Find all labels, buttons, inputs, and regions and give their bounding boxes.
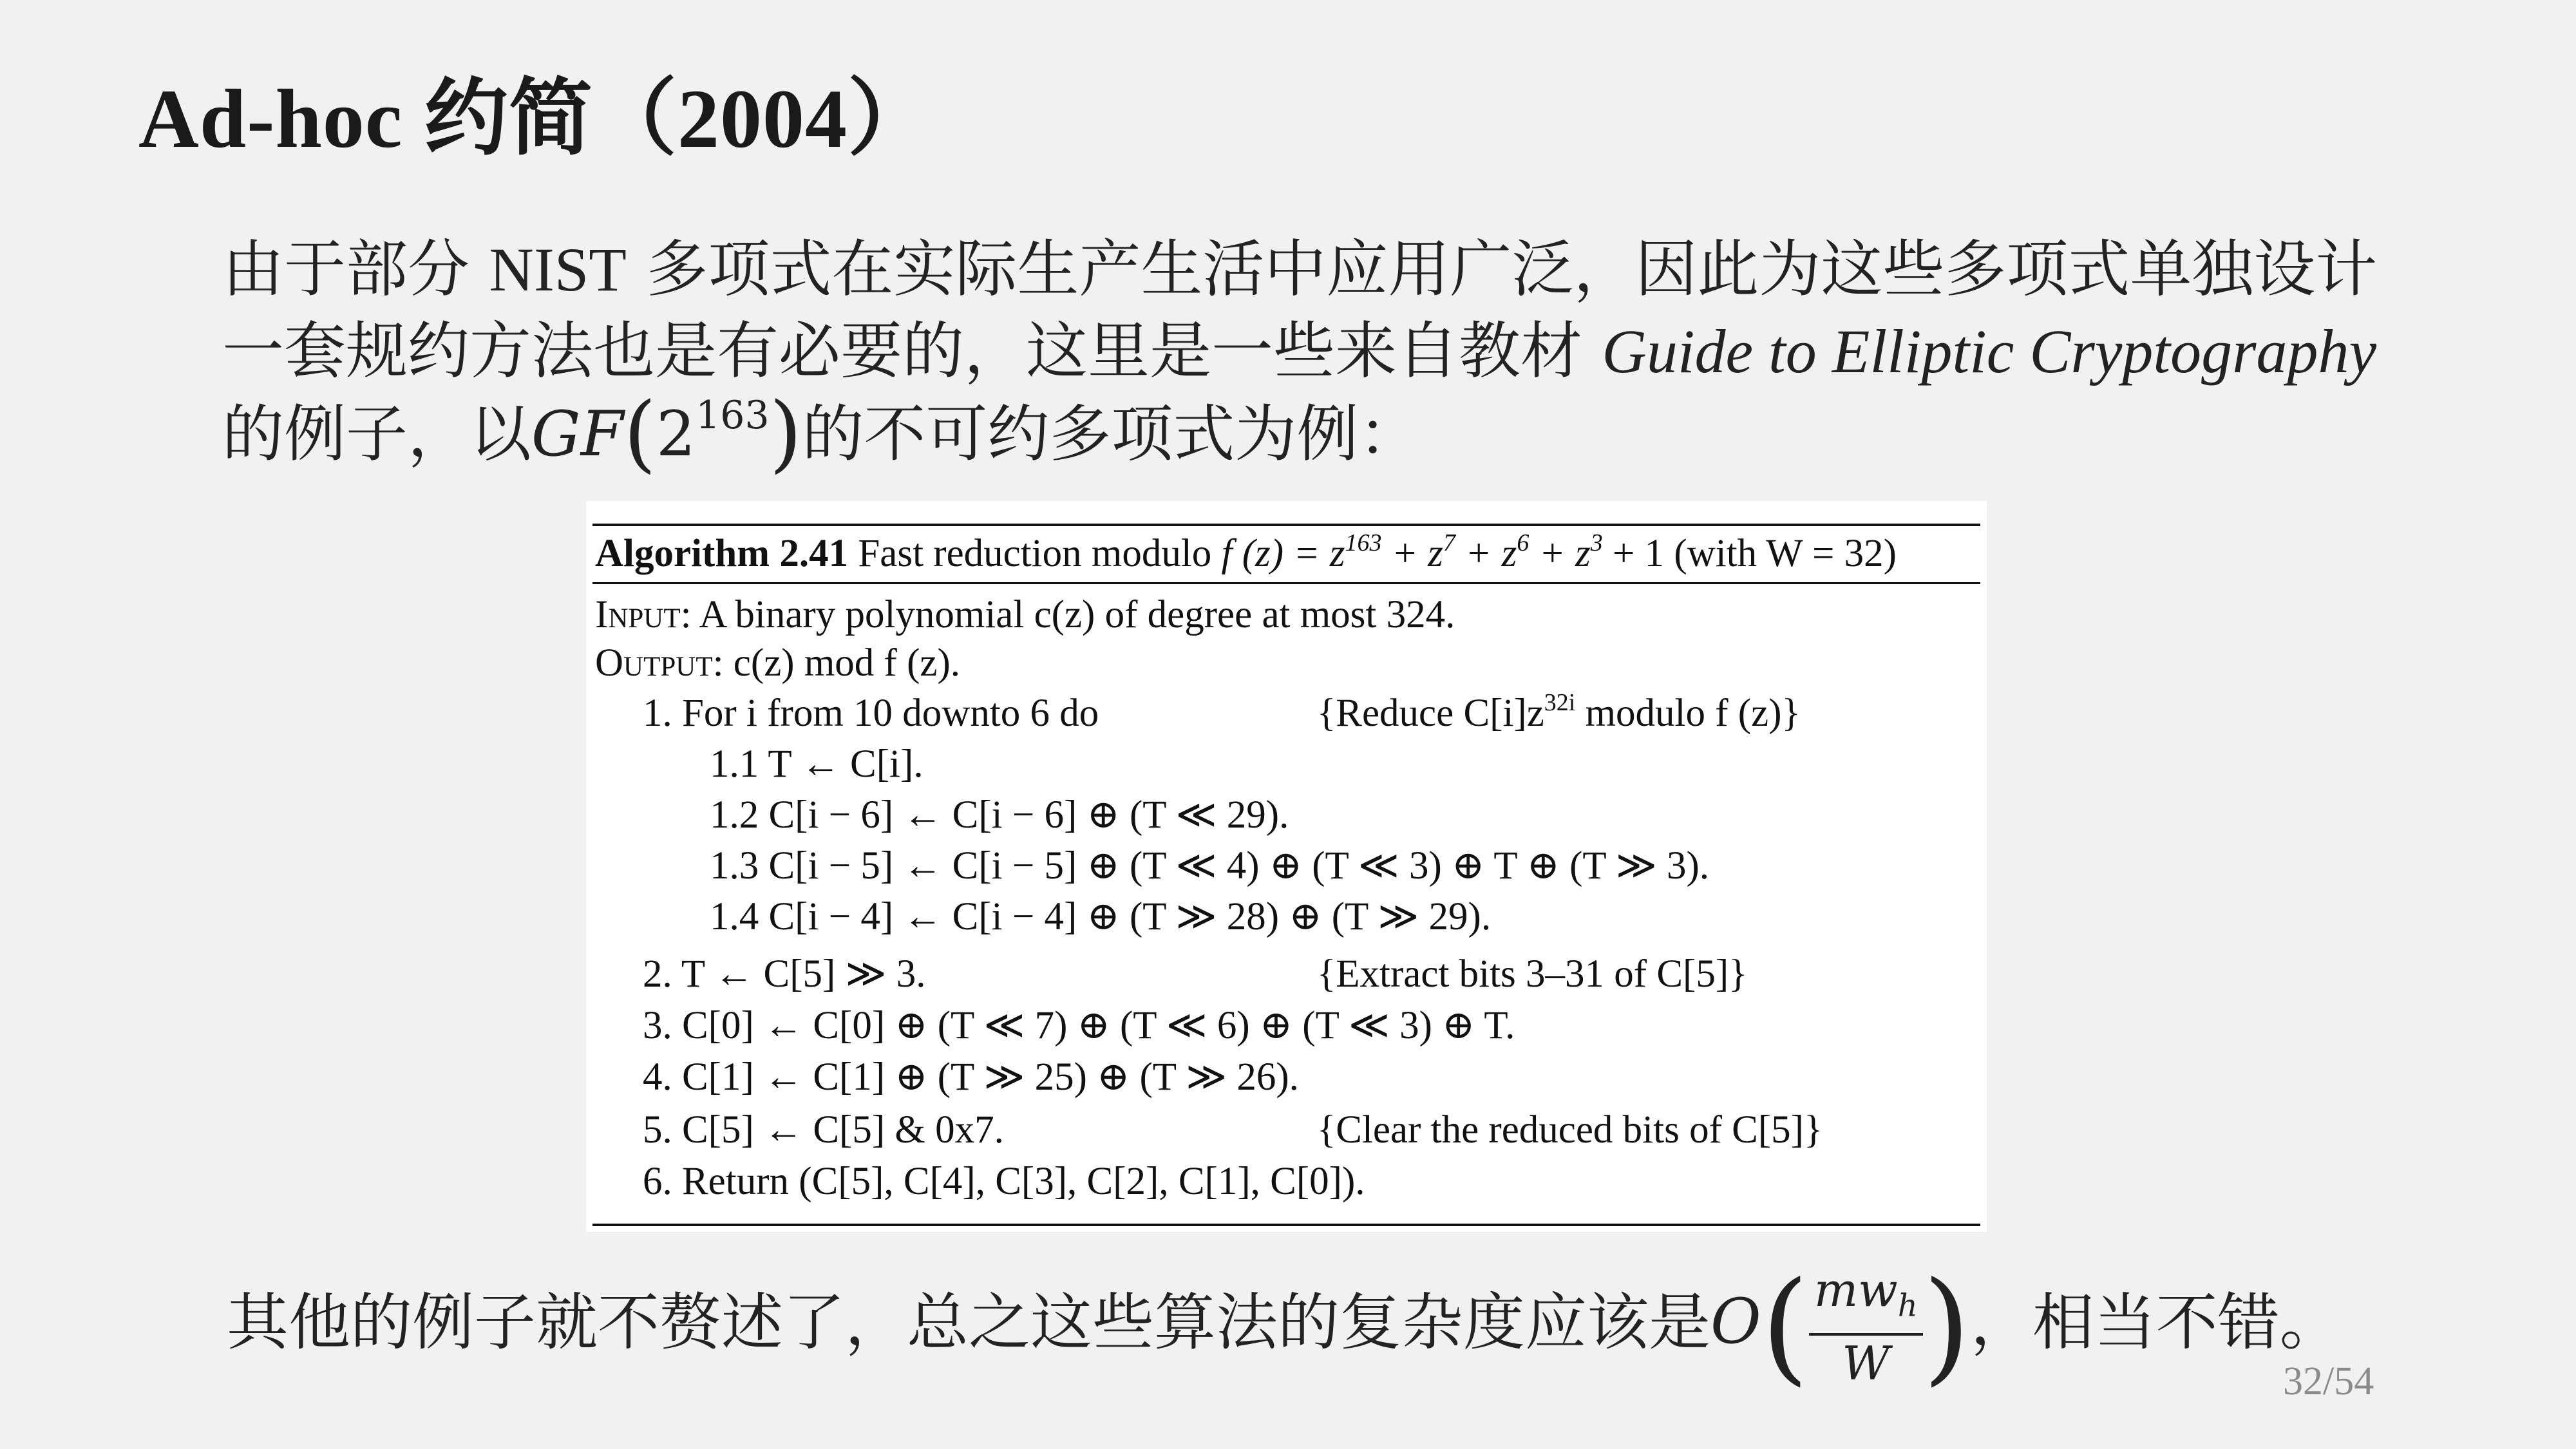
algorithm-step: 2. T ← C[5] ≫ 3. — [643, 952, 926, 996]
algorithm-output — [595, 641, 960, 686]
input-label: Input — [595, 593, 681, 636]
book-title: Guide to Elliptic Cryptography — [1602, 317, 2377, 386]
frac-numerator-sub: h — [1897, 1287, 1918, 1324]
field-name: GF — [531, 398, 624, 470]
intro-text-3: 的例子，以 — [222, 398, 531, 470]
algorithm-step: 5. C[5] ← C[5] & 0x7. — [643, 1108, 1004, 1151]
algorithm-step: 1.1 T ← C[i]. — [710, 743, 923, 786]
intro-paragraph — [222, 229, 2380, 482]
algorithm-step: 4. C[1] ← C[1] ⊕ (T ≫ 25) ⊕ (T ≫ 26). — [643, 1056, 1299, 1099]
algorithm-figure — [586, 501, 1987, 1232]
output-label: Output — [595, 641, 713, 685]
algorithm-caption: Algorithm 2.41 Fast reduction modulo f $(z) = z^{163} + z^7 + z^6 + z^3 + 1$ (with W = 32) — [595, 529, 1897, 575]
caption-poly: f $(z) = z^{163} + z^7 + z^6 + z^3$ — [1221, 529, 1603, 575]
algorithm-comment: {Extract bits 3–31 of C[5]} — [1317, 952, 1748, 996]
algorithm-step: 3. C[0] ← C[0] ⊕ (T ≪ 7) ⊕ (T ≪ 6) ⊕ (T ≪ 3) ⊕ T. — [643, 1004, 1515, 1047]
mid-rule — [592, 582, 1980, 584]
algorithm-comment: {Reduce $C[i]z^{32i}$ modulo f (z)} — [1317, 689, 1801, 735]
frac-numerator: mw — [1814, 1263, 1898, 1317]
algorithm-step: 1.2 C[i − 6] ← C[i − 6] ⊕ (T ≪ 29). — [710, 793, 1289, 837]
algorithm-input — [595, 592, 1455, 638]
complexity-formula: O( $\frac{mw_h}{W}$ ) — [1710, 1255, 1971, 1398]
intro-text-4: 的不可约多项式为例： — [802, 398, 1421, 470]
output-text: : c(z) mod f (z). — [712, 641, 961, 685]
conclusion-paragraph — [227, 1255, 2416, 1398]
algorithm-step: 1.3 C[i − 5] ← C[i − 5] ⊕ (T ≪ 4) ⊕ (T ≪ 3) ⊕ T ⊕ (T ≫ 3). — [710, 844, 1710, 887]
algorithm-step: 1.4 C[i − 4] ← C[i − 4] ⊕ (T ≫ 28) ⊕ (T ≫ 29). — [710, 895, 1492, 938]
slide-title: Ad-hoc 约简（2004） — [138, 73, 932, 166]
conclusion-text-before: 其他的例子就不赘述了，总之这些算法的复杂度应该是 — [227, 1286, 1710, 1359]
field-exponent: 163 — [696, 393, 770, 438]
caption-text: Fast reduction modulo — [858, 532, 1212, 575]
bottom-rule — [592, 1224, 1980, 1226]
algorithm-step: 6. Return (C[5], C[4], C[3], C[2], C[1], C[0]). — [643, 1160, 1365, 1203]
algorithm-number: Algorithm 2.41 — [595, 532, 849, 575]
intro-text-1: 由于部分 — [222, 233, 489, 305]
caption-tail: (with W = 32) — [1674, 532, 1897, 575]
conclusion-text-after: ，相当不错。 — [1970, 1286, 2342, 1359]
field-base: 2 — [656, 398, 696, 470]
algorithm-step: 1. For i from 10 downto 6 do — [643, 692, 1099, 735]
algorithm-comment: {Clear the reduced bits of C[5]} — [1317, 1108, 1823, 1151]
intro-nist: NIST — [489, 235, 627, 304]
frac-denominator: W — [1842, 1336, 1890, 1391]
input-text: : A binary polynomial c(z) of degree at most 324. — [680, 593, 1455, 636]
page-number: 32/54 — [2283, 1359, 2374, 1403]
field-notation: $GF(2^{163})$ — [531, 384, 802, 482]
top-rule — [592, 524, 1980, 526]
intro-text-2: 多项式在实际生产生活中应用广泛，因此为这些多项式单独设计一套规约方法也是有必要的，这里是一些来自教材 — [222, 233, 2378, 387]
big-o: O — [1710, 1285, 1761, 1358]
